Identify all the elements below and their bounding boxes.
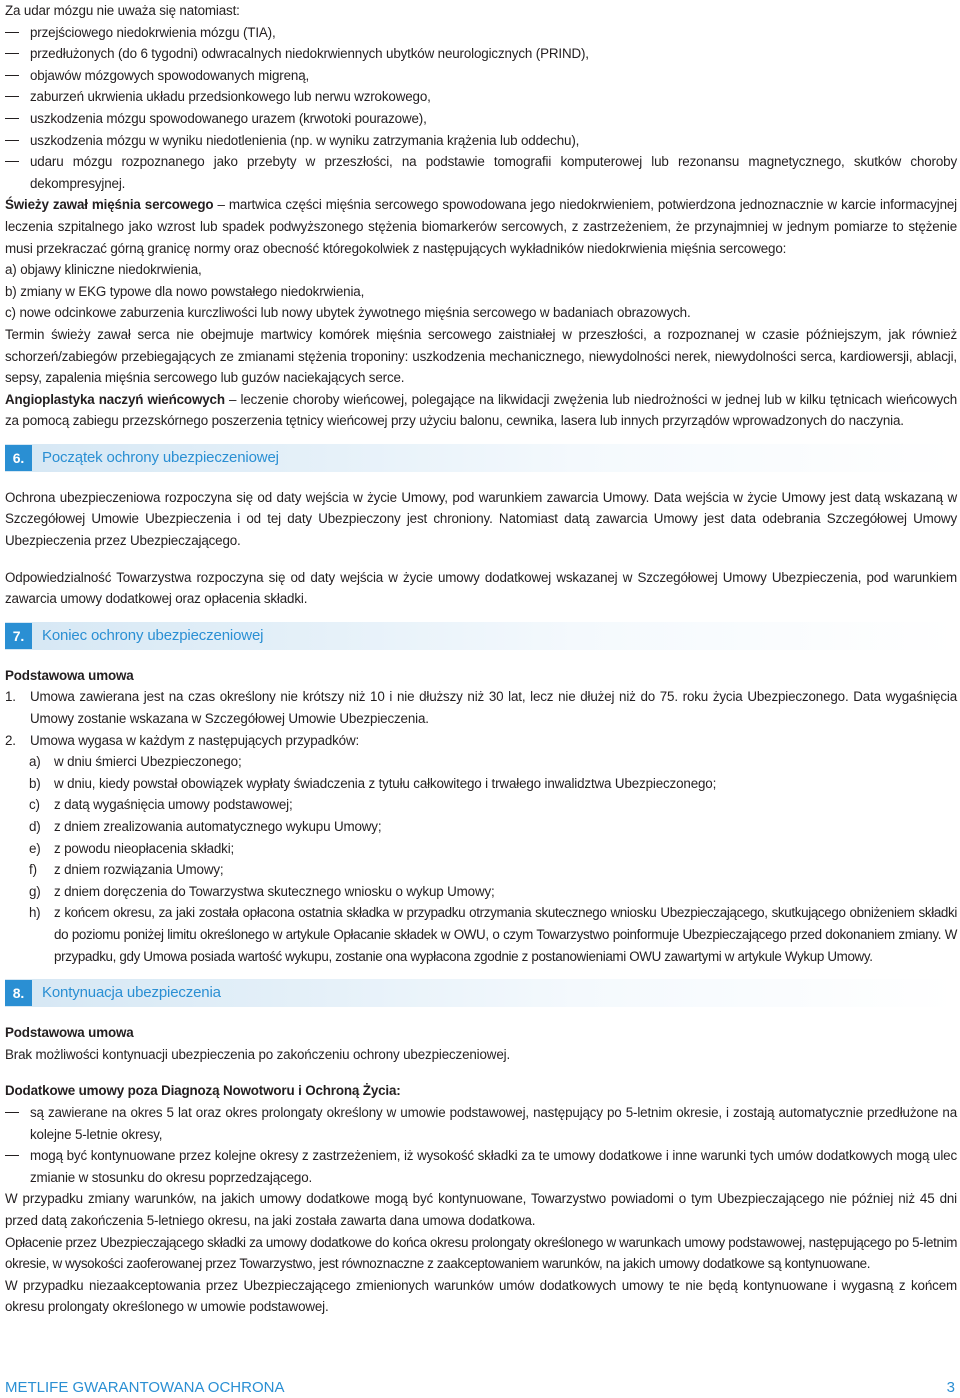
section-number-badge: 6. — [5, 445, 32, 471]
page-number: 3 — [946, 1379, 955, 1396]
section-title: Początek ochrony ubezpieczeniowej — [42, 448, 279, 466]
exclusion-item: przedłużonych (do 6 tygodni) odwracalnych niedokrwiennych ubytków neurologicznych (PRIND), — [5, 43, 957, 65]
expiry-case: f) z dniem rozwiązania Umowy; — [29, 862, 224, 878]
exclusion-item: uszkodzenia mózgu w wyniku niedotlenienia (np. w wyniku zatrzymania krążenia lub oddechu), — [5, 130, 957, 152]
numbered-item: 2. Umowa wygasa w każdym z następujących przypadków: — [5, 732, 360, 748]
section-6-header — [5, 444, 957, 472]
heart-attack-exclusion: Termin świeży zawał serca nie obejmuje martwicy komórek mięśnia sercowego zaistniałej w przeszłości, a rozpoznanej w czasie późniejszym, jak również schorzeń/zabiegów przebiegających ze zmianami stężenia troponiny: uszkodzenia mechanicznego, niewydolności nerek, niewydolności serca, kardiowersji, ablacji, sepsy, zapalenia mięśnia sercowego lub guzów naciekających serce. — [5, 326, 957, 386]
section-8-paragraph: Opłacenie przez Ubezpieczającego składki za umowy dodatkowe do końca okresu prolongaty określonego w warunkach umowy podstawowej, następującego po 5-letnim okresie, w wysokości zaoferowanej przez Towarzystwo, jest równoznaczne z zaakceptowaniem warunków, na jakich umowy dodatkowe są kontynuowane. — [5, 1234, 957, 1272]
section-number-badge: 7. — [5, 623, 32, 649]
definition-term: Świeży zawał mięśnia sercowego — [5, 197, 214, 213]
ischemia-indicator: a) objawy kliniczne niedokrwienia, — [5, 262, 202, 278]
rider-condition: są zawierane na okres 5 lat oraz okres prolongaty określony w umowie podstawowej, następujący po 5-letnim okresie, i zostają automatycznie przedłużone na kolejne 5-letnie okresy, — [5, 1102, 957, 1145]
definition-text: – leczenie choroby wieńcowej, polegające na likwidacji zwężenia lub niedrożności w jednej lub w kilku tętnicach wieńcowych za pomocą zabiegu przezskórnego poszerzenia tętnicy wieńcowej przy użyciu balonu, cewnika, lasera lub innych przyrządów wprowadzonych do naczynia. — [5, 391, 957, 429]
angioplasty-definition — [5, 389, 957, 432]
section-6-paragraph: Ochrona ubezpieczeniowa rozpoczyna się od daty wejścia w życie Umowy, pod warunkiem zawarcia Umowy. Data wejścia w życie Umowy jest datą wskazaną w Szczegółowej Umowie Ubezpieczenia i od tej daty Ubezpieczony jest chroniony. Natomiast datą zawarcia Umowy jest data odebrania Szczegółowej Umowy Ubezpieczenia przez Ubezpieczającego. — [5, 489, 957, 549]
section-8-paragraph: W przypadku niezaakceptowania przez Ubezpieczającego zmienionych warunków umów dodatkowych umowy te nie będą kontynuowane i wygasną z końcem okresu prolongaty określonego w umowie podstawowej. — [5, 1277, 957, 1315]
expiry-case: e) z powodu nieopłacenia składki; — [29, 840, 235, 856]
expiry-case: h) z końcem okresu, za jaki została opłacona ostatnia składka w przypadku otrzymania skutecznego wniosku Ubezpieczającego, skutkującego obniżeniem składki do poziomu poniżej limitu określonego w artykule Opłacanie składek w OWU, o czym Towarzystwo poinformuje Ubezpieczającego przed dokonaniem zmiany. W przypadku, gdy Umowa posiada wartość wykupu, zostanie ona wypłacona zgodnie z postanowieniami OWU zawartymi w artykule Wykup Umowy. — [29, 905, 957, 964]
expiry-case: g) z dniem doręczenia do Towarzystwa skutecznego wniosku o wykup Umowy; — [29, 883, 495, 899]
exclusion-item: uszkodzenia mózgu spowodowanego urazem (krwotoki pourazowe), — [5, 108, 957, 130]
heart-attack-definition — [5, 194, 957, 259]
definition-text: – martwica części mięśnia sercowego spowodowana jego niedokrwieniem, potwierdzona jednoznacznie w karcie informacyjnej leczenia szpitalnego jako wzrost lub spadek podwyższonego stężenia biomarkerów sercowych, z zastrzeżeniem, że przynajmniej w jednym pomiarze to stężenie musi przekraczać górną granicę normy oraz obecność któregokolwiek z następujących wykładników niedokrwienia mięśnia sercowego: — [5, 197, 957, 256]
exclusion-item: zaburzeń ukrwienia układu przedsionkowego lub nerwu wzrokowego, — [5, 86, 957, 108]
footer-product-name: METLIFE GWARANTOWANA OCHRONA — [5, 1379, 285, 1396]
exclusion-item: objawów mózgowych spowodowanych migreną, — [5, 65, 957, 87]
document-body — [5, 0, 957, 1318]
expiry-case: c) z datą wygaśnięcia umowy podstawowej; — [29, 797, 293, 813]
section-8-paragraph: W przypadku zmiany warunków, na jakich umowy dodatkowe mogą być kontynuowane, Towarzystwo powiadomi o tym Ubezpieczającego nie później niż 45 dni przed datą zakończenia 5-letniego okresu, na jaki została zawarta dana umowa dodatkowa. — [5, 1191, 957, 1228]
page-footer — [5, 1378, 955, 1398]
section-title: Koniec ochrony ubezpieczeniowej — [42, 626, 264, 644]
rider-condition: mogą być kontynuowane przez kolejne okresy z zastrzeżeniem, iż wysokość składki za te umowy dodatkowe i inne warunki tych umów dodatkowych mogą ulec zmianie w stosunku do okresu poprzedzającego. — [5, 1145, 957, 1188]
numbered-item: 1. Umowa zawierana jest na czas określony nie krótszy niż 10 i nie dłuższy niż 30 lat, lecz nie dłużej niż do 75. roku życia Ubezpieczonego. Data wygaśnięcia Umowy zostanie wskazana w Szczegółowej Umowie Ubezpieczenia. — [5, 689, 957, 727]
section-8-header — [5, 979, 957, 1007]
section-8-paragraph: Brak możliwości kontynuacji ubezpieczenia po zakończeniu ochrony ubezpieczeniowej. — [5, 1046, 511, 1062]
intro-heading: Za udar mózgu nie uważa się natomiast: — [5, 3, 240, 18]
section-title: Kontynuacja ubezpieczenia — [42, 984, 221, 1002]
section-6-paragraph: Odpowiedzialność Towarzystwa rozpoczyna się od daty wejścia w życie umowy dodatkowej wskazanej w Szczegółowej Umowy Ubezpieczenia, pod warunkiem zawarcia umowy dodatkowej oraz opłacenia składki. — [5, 569, 957, 607]
ischemia-indicator: c) nowe odcinkowe zaburzenia kurczliwości lub nowy ubytek żywotnego mięśnia sercowego w badaniach obrazowych. — [5, 305, 691, 321]
section-number-badge: 8. — [5, 980, 32, 1006]
exclusion-item: udaru mózgu rozpoznanego jako przebyty w przeszłości, na podstawie tomografii komputerowej lub rezonansu magnetycznego, skutków choroby dekompresyjnej. — [5, 151, 957, 194]
ischemia-indicator: b) zmiany w EKG typowe dla nowo powstałego niedokrwienia, — [5, 283, 365, 299]
expiry-case: d) z dniem zrealizowania automatycznego wykupu Umowy; — [29, 819, 382, 834]
expiry-case: a) w dniu śmierci Ubezpieczonego; — [29, 754, 242, 770]
section-7-header — [5, 622, 957, 650]
exclusion-item: przejściowego niedokrwienia mózgu (TIA), — [5, 22, 957, 44]
subheading: Dodatkowe umowy poza Diagnozą Nowotworu i Ochroną Życia: — [5, 1083, 401, 1099]
subheading: Podstawowa umowa — [5, 1025, 134, 1041]
subheading: Podstawowa umowa — [5, 667, 134, 683]
expiry-case: b) w dniu, kiedy powstał obowiązek wypłaty świadczenia z tytułu całkowitego i trwałego inwalidztwa Ubezpieczonego; — [29, 775, 717, 791]
definition-term: Angioplastyka naczyń wieńcowych — [5, 391, 225, 407]
